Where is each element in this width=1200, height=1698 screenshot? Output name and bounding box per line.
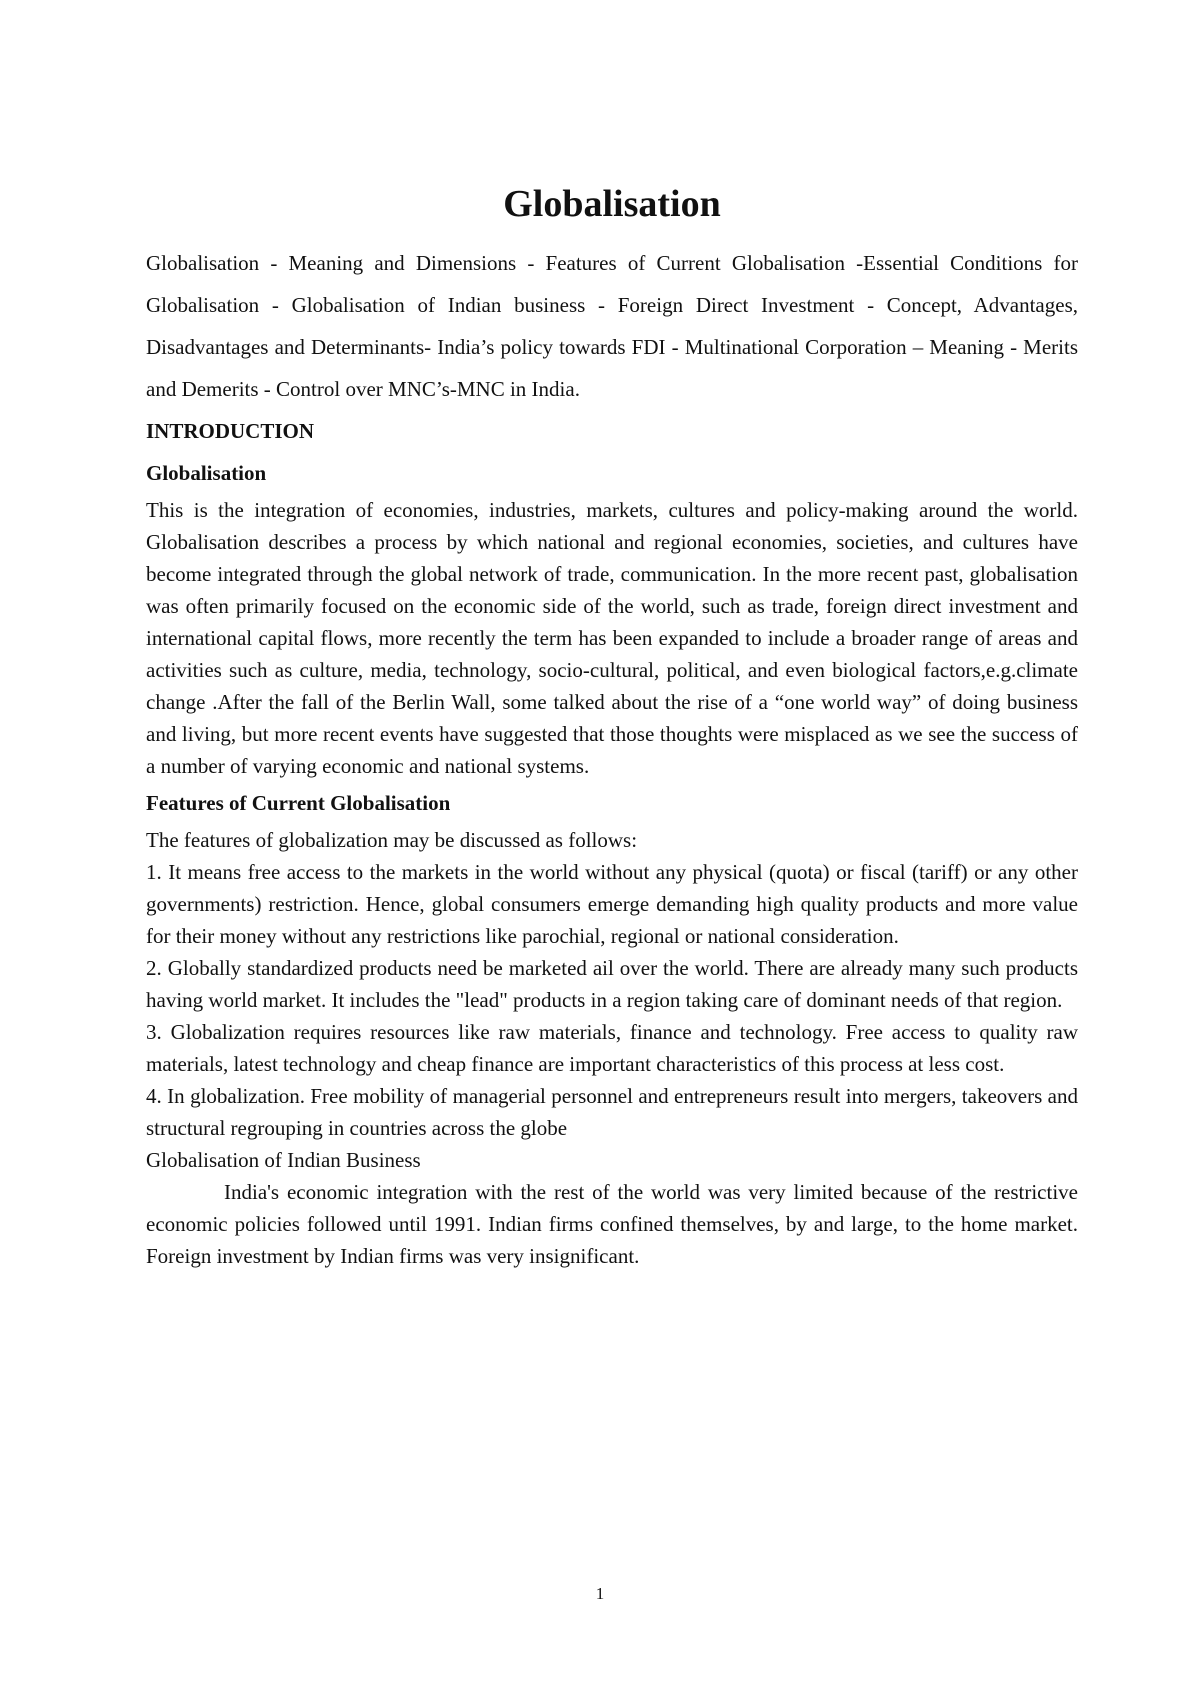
indian-business-heading: Globalisation of Indian Business <box>146 1148 421 1172</box>
document-title: Globalisation <box>503 183 721 225</box>
feature-item-2: 2. Globally standardized products need be marketed ail over the world. There are already many such products having world market. It includes the "lead" products in a region taking care of dominant needs of that region. <box>146 956 1078 1012</box>
page-number: 1 <box>595 1584 605 1603</box>
feature-item-3: 3. Globalization requires resources like raw materials, finance and technology. Free access to quality raw materials, latest technology and cheap finance are important characteristics of this process at less cost. <box>146 1020 1078 1076</box>
document-page <box>146 180 1078 1272</box>
feature-item-4: 4. In globalization. Free mobility of managerial personnel and entrepreneurs result into mergers, takeovers and structural regrouping in countries across the globe <box>146 1084 1078 1140</box>
indian-business-paragraph: India's economic integration with the rest of the world was very limited because of the restrictive economic policies followed until 1991. Indian firms confined themselves, by and large, to the home market. Foreign investment by Indian firms was very insignificant. <box>146 1180 1078 1268</box>
syllabus-overview: Globalisation - Meaning and Dimensions - Features of Current Globalisation -Essential Conditions for Globalisation - Globalisation of Indian business - Foreign Direct Investment - Concept, Advantages, Disadvantages and Determinants- India’s policy towards FDI - Multinational Corporation – Meaning - Merits and Demerits - Control over MNC’s-MNC in India. <box>146 251 1078 401</box>
feature-item-1: 1. It means free access to the markets in the world without any physical (quota) or fiscal (tariff) or any other governments) restriction. Hence, global consumers emerge demanding high quality products and more value for their money without any restrictions like parochial, regional or national consideration. <box>146 860 1078 948</box>
globalisation-paragraph: This is the integration of economies, industries, markets, cultures and policy-making around the world. Globalisation describes a process by which national and regional economies, societies, and cultures have become integrated through the global network of trade, communication. In the more recent past, globalisation was often primarily focused on the economic side of the world, such as trade, foreign direct investment and international capital flows, more recently the term has been expanded to include a broader range of areas and activities such as culture, media, technology, socio-cultural, political, and even biological factors,e.g.climate change .After the fall of the Berlin Wall, some talked about the rise of a “one world way” of doing business and living, but more recent events have suggested that those thoughts were misplaced as we see the success of a number of varying economic and national systems. <box>146 498 1078 778</box>
globalisation-heading: Globalisation <box>146 461 267 485</box>
features-heading: Features of Current Globalisation <box>146 791 451 815</box>
introduction-heading: INTRODUCTION <box>146 419 315 443</box>
features-intro: The features of globalization may be discussed as follows: <box>146 828 638 852</box>
